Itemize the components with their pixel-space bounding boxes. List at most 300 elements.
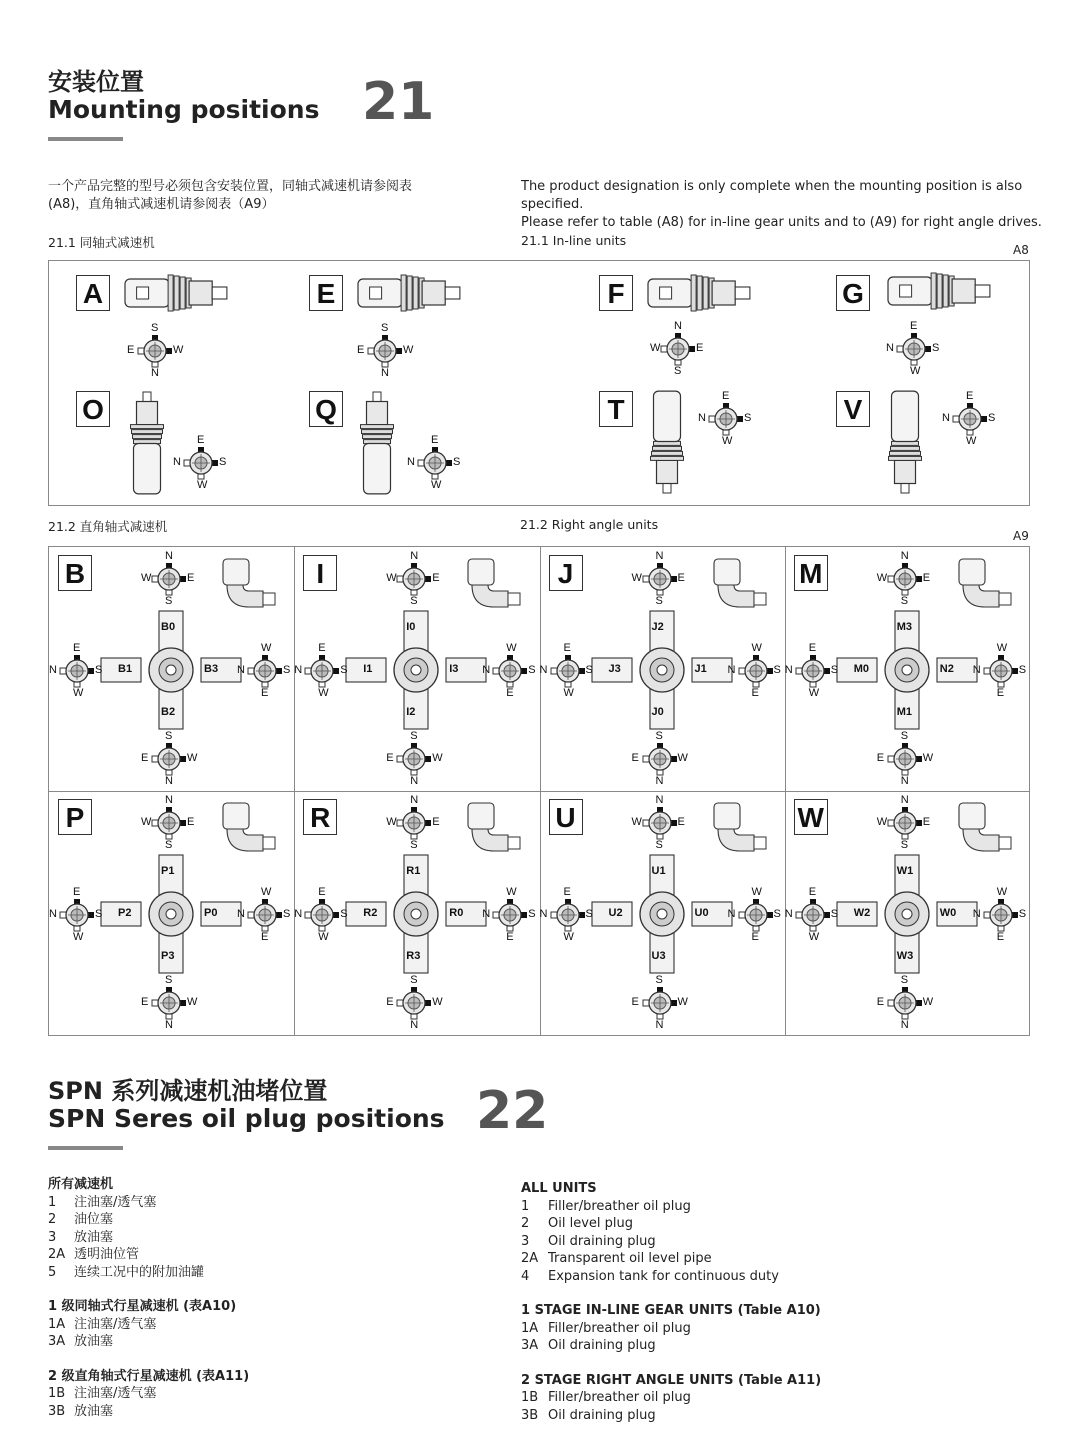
item-text: Oil draining plug [548, 1407, 656, 1423]
subsection-inline-cn: 21.1 同轴式减速机 [48, 235, 155, 250]
mounting-code-label: R0 [449, 907, 464, 919]
compass-direction-label: W [808, 931, 820, 943]
compass-direction-label: S [283, 664, 291, 676]
compass-direction-label: E [808, 642, 817, 654]
compass [773, 887, 853, 943]
compass-direction-label: S [165, 595, 173, 607]
compass-direction-label: E [73, 642, 81, 654]
compass-direction-label: W [318, 931, 329, 943]
compass-direction-label: N [49, 908, 57, 920]
list-item [521, 1268, 1021, 1286]
compass [282, 887, 362, 943]
compass-direction-label: E [141, 996, 149, 1008]
compass-direction-label: N [900, 1019, 909, 1031]
compass [638, 321, 718, 377]
list-item [521, 1407, 1021, 1425]
compass-direction-label: N [151, 367, 159, 379]
compass-direction-label: E [876, 752, 885, 764]
gear-unit-icon [124, 273, 229, 313]
compass-direction-label: S [340, 664, 348, 676]
compass [395, 435, 475, 491]
compass-direction-label: S [585, 664, 593, 676]
title-underline [48, 137, 123, 141]
compass-direction-label: S [1018, 908, 1027, 920]
group-title: ALL UNITS [521, 1181, 597, 1196]
compass-direction-label: N [727, 908, 736, 920]
item-text: 放油塞 [74, 1403, 114, 1419]
right-angle-unit [540, 547, 785, 791]
compass-direction-label: S [830, 664, 839, 676]
mounting-code-label: M0 [853, 663, 870, 675]
right-angle-unit [294, 547, 539, 791]
compass [961, 887, 1041, 943]
compass-direction-label: W [650, 342, 661, 354]
compass-direction-label: W [751, 642, 762, 654]
compass-direction-label: W [432, 752, 443, 764]
compass-direction-label: S [165, 974, 173, 986]
item-number: 3B [521, 1407, 539, 1423]
compass-direction-label: N [410, 775, 419, 787]
compass-direction-label: S [528, 908, 536, 920]
compass-direction-label: E [922, 816, 931, 828]
compass-direction-label: E [696, 342, 704, 354]
mounting-code-label: M1 [896, 706, 913, 718]
compass-direction-label: S [410, 730, 418, 742]
compass-direction-label: S [585, 908, 593, 920]
position-letter: P [58, 799, 92, 835]
mounting-code-label: B2 [161, 706, 176, 718]
compass-direction-label: W [403, 344, 414, 356]
mounting-code-label: W1 [896, 865, 914, 877]
compass-direction-label: N [165, 775, 173, 787]
compass-direction-label: N [165, 1019, 173, 1031]
compass-direction-label: N [173, 456, 181, 468]
compass [345, 323, 425, 379]
item-text: Expansion tank for continuous duty [548, 1268, 779, 1284]
list-item [521, 1250, 1021, 1268]
compass [37, 643, 117, 699]
mounting-code-label: I3 [449, 663, 459, 675]
compass-direction-label: N [165, 550, 173, 562]
compass [374, 975, 454, 1031]
right-angle-unit [785, 547, 1030, 791]
compass-direction-label: E [751, 931, 759, 943]
position-letter: T [599, 391, 633, 427]
compass [115, 323, 195, 379]
compass [620, 975, 700, 1031]
compass-direction-label: W [386, 816, 397, 828]
position-letter: G [836, 275, 870, 311]
compass-direction-label: N [900, 550, 909, 562]
compass-direction-label: S [95, 664, 103, 676]
compass-direction-label: E [677, 816, 685, 828]
compass [930, 391, 1010, 447]
compass-direction-label: N [942, 412, 950, 424]
mounting-code-label: U0 [694, 907, 709, 919]
subsection-rightangle-cn: 21.2 直角轴式减速机 [48, 519, 168, 534]
compass-direction-label: N [655, 794, 664, 806]
list-item [48, 1246, 468, 1264]
compass-direction-label: W [922, 752, 934, 764]
list-item [521, 1233, 1021, 1251]
compass-direction-label: S [988, 412, 996, 424]
compass-direction-label: W [261, 642, 272, 654]
subsection-inline-en: 21.1 In-line units [521, 233, 627, 248]
item-text: 透明油位管 [74, 1247, 140, 1262]
compass-direction-label: E [386, 752, 394, 764]
mounting-code-label: I2 [406, 706, 416, 718]
section-title-cn: 安装位置 [48, 68, 144, 96]
right-angle-units-table [48, 546, 1030, 1036]
item-text: Transparent oil level pipe [548, 1251, 712, 1266]
compass-direction-label: N [49, 664, 57, 676]
compass-direction-label: E [386, 996, 394, 1008]
compass-direction-label: W [431, 479, 442, 491]
item-text: Oil draining plug [548, 1338, 656, 1353]
right-angle-unit [49, 547, 294, 791]
mounting-code-label: R3 [406, 950, 421, 962]
item-number: 1B [521, 1390, 539, 1405]
compass [865, 795, 945, 851]
compass-direction-label: W [677, 752, 688, 764]
compass [865, 975, 945, 1031]
compass-direction-label: E [910, 320, 918, 332]
position-letter: M [794, 555, 828, 591]
compass-direction-label: S [932, 342, 940, 354]
compass-direction-label: N [294, 908, 303, 920]
item-text: Filler/breather oil plug [548, 1390, 691, 1405]
mounting-code-label: W3 [896, 950, 914, 962]
position-letter: V [836, 391, 870, 427]
compass-direction-label: S [900, 730, 909, 742]
compass-direction-label: N [972, 908, 981, 920]
compass-direction-label: E [996, 687, 1005, 699]
compass-direction-label: S [674, 365, 682, 377]
compass-direction-label: N [165, 794, 173, 806]
compass-direction-label: W [966, 435, 977, 447]
compass-direction-label: S [219, 456, 227, 468]
compass-direction-label: S [1018, 664, 1027, 676]
intro-cn-line: (A8)，直角轴式减速机请参阅表（A9） [48, 197, 275, 212]
list-item [48, 1316, 468, 1334]
compass [773, 643, 853, 699]
compass-direction-label: E [432, 572, 440, 584]
compass-direction-label: W [563, 931, 574, 943]
compass-direction-label: W [187, 996, 198, 1008]
compass-direction-label: E [318, 886, 326, 898]
compass-direction-label: E [631, 996, 639, 1008]
compass [129, 795, 209, 851]
list-item [521, 1389, 1021, 1407]
compass-direction-label: E [808, 886, 817, 898]
mounting-code-label: I0 [406, 621, 416, 633]
group-title: 所有减速机 [48, 1177, 114, 1192]
gear-unit-icon [649, 389, 685, 494]
compass [129, 731, 209, 787]
compass-direction-label: N [482, 664, 491, 676]
group-title: 1 STAGE IN-LINE GEAR UNITS (Table A10) [521, 1303, 821, 1318]
mounting-code-label: P3 [161, 950, 175, 962]
oil-plug-list-en [521, 1180, 1021, 1424]
compass-direction-label: E [631, 752, 639, 764]
item-text: 注油塞/透气塞 [74, 1316, 157, 1332]
item-number: 1A [48, 1316, 66, 1332]
list-item [48, 1385, 468, 1403]
mounting-code-label: P1 [161, 865, 175, 877]
compass-direction-label: N [655, 550, 664, 562]
mounting-code-label: R2 [363, 907, 378, 919]
position-letter: W [794, 799, 828, 835]
mounting-code-label: U2 [608, 907, 623, 919]
position-letter: B [58, 555, 92, 591]
section22-underline [48, 1146, 123, 1150]
compass-direction-label: S [528, 664, 536, 676]
compass-direction-label: N [886, 342, 894, 354]
compass-direction-label: N [784, 908, 793, 920]
group-title: 2 STAGE RIGHT ANGLE UNITS (Table A11) [521, 1372, 822, 1388]
compass-direction-label: S [151, 322, 159, 334]
item-number: 1B [48, 1386, 66, 1401]
compass-direction-label: W [261, 886, 272, 898]
compass-direction-label: N [655, 1019, 664, 1031]
item-text: 放油塞 [74, 1334, 114, 1349]
compass-direction-label: E [876, 996, 885, 1008]
item-text: 连续工况中的附加油罐 [74, 1264, 205, 1280]
compass [620, 551, 700, 607]
list-item [48, 1333, 468, 1351]
compass-direction-label: S [655, 730, 663, 742]
gear-unit-icon [129, 391, 165, 496]
compass [528, 643, 608, 699]
gear-unit-icon [357, 273, 462, 313]
compass-direction-label: E [141, 752, 149, 764]
compass-direction-label: E [431, 434, 439, 446]
item-number: 3A [48, 1334, 66, 1349]
right-angle-unit [785, 791, 1030, 1035]
compass [37, 887, 117, 943]
compass [686, 391, 766, 447]
position-letter: E [309, 275, 343, 311]
compass-direction-label: W [386, 572, 397, 584]
compass-direction-label: S [655, 974, 663, 986]
item-text: 注油塞/透气塞 [74, 1386, 157, 1401]
item-number: 2 [521, 1216, 530, 1231]
item-text: Filler/breather oil plug [548, 1198, 691, 1214]
compass-direction-label: N [539, 908, 548, 920]
compass [620, 795, 700, 851]
compass-direction-label: S [410, 595, 418, 607]
right-angle-unit [540, 791, 785, 1035]
mounting-code-label: W0 [939, 907, 957, 919]
compass-direction-label: W [187, 752, 198, 764]
compass-direction-label: W [722, 435, 733, 447]
compass-direction-label: W [173, 344, 184, 356]
position-letter: I [303, 555, 337, 591]
compass-direction-label: S [744, 412, 752, 424]
list-item [521, 1215, 1021, 1233]
compass-direction-label: E [318, 642, 326, 654]
compass-direction-label: N [407, 456, 415, 468]
list-item [48, 1194, 468, 1212]
item-text: 油位塞 [74, 1212, 114, 1227]
compass-direction-label: W [996, 886, 1008, 898]
compass [865, 551, 945, 607]
item-number: 3B [48, 1403, 66, 1419]
compass-direction-label: W [996, 642, 1008, 654]
section22-title-cn: SPN 系列减速机油堵位置 [48, 1077, 328, 1105]
right-angle-unit [294, 791, 539, 1035]
compass-direction-label: W [197, 479, 208, 491]
compass-direction-label: N [294, 664, 303, 676]
mounting-code-label: P0 [204, 907, 218, 919]
position-letter: R [303, 799, 337, 835]
section22-number: 22 [476, 1081, 549, 1141]
compass-direction-label: S [410, 839, 418, 851]
item-number: 3 [48, 1229, 57, 1245]
intro-en [521, 178, 1080, 232]
right-angle-unit [49, 791, 294, 1035]
mounting-code-label: U3 [651, 950, 666, 962]
item-number: 4 [521, 1268, 530, 1284]
compass-direction-label: S [773, 908, 781, 920]
mounting-code-label: W2 [853, 907, 871, 919]
compass [129, 551, 209, 607]
compass [282, 643, 362, 699]
list-item [521, 1198, 1021, 1216]
compass-direction-label: S [283, 908, 291, 920]
compass-direction-label: W [631, 816, 642, 828]
mounting-code-label: I1 [363, 663, 373, 675]
compass-direction-label: W [910, 365, 921, 377]
item-number: 2A [521, 1251, 539, 1266]
compass-direction-label: E [187, 572, 195, 584]
compass-direction-label: E [996, 931, 1005, 943]
compass-direction-label: W [141, 816, 152, 828]
compass-direction-label: E [187, 816, 195, 828]
compass [620, 731, 700, 787]
item-text: 注油塞/透气塞 [74, 1194, 157, 1210]
compass-direction-label: E [506, 931, 514, 943]
section-title-en: Mounting positions [48, 95, 320, 124]
compass-direction-label: S [453, 456, 461, 468]
list-item [48, 1211, 468, 1229]
group-title: 2 级直角轴式行星减速机 (表A11) [48, 1368, 250, 1384]
position-letter: Q [309, 391, 343, 427]
compass-direction-label: N [482, 908, 491, 920]
position-letter: F [599, 275, 633, 311]
list-item [48, 1264, 468, 1282]
position-letter: O [76, 391, 110, 427]
item-number: 2A [48, 1247, 66, 1262]
compass [129, 975, 209, 1031]
compass-direction-label: N [539, 664, 548, 676]
compass-direction-label: W [751, 886, 762, 898]
compass-direction-label: E [751, 687, 759, 699]
list-item [521, 1337, 1021, 1355]
mounting-code-label: J0 [651, 706, 664, 718]
compass-direction-label: N [410, 1019, 419, 1031]
item-text: Oil draining plug [548, 1233, 656, 1249]
mounting-code-label: J3 [608, 663, 621, 675]
compass-direction-label: W [876, 816, 888, 828]
compass [374, 551, 454, 607]
list-item [48, 1403, 468, 1421]
compass-direction-label: N [655, 775, 664, 787]
compass-direction-label: W [506, 642, 517, 654]
mounting-code-label: B3 [204, 663, 219, 675]
table-ref-a8: A8 [1013, 243, 1029, 257]
compass-direction-label: S [381, 322, 389, 334]
compass [874, 321, 954, 377]
compass [865, 731, 945, 787]
compass-direction-label: E [127, 344, 135, 356]
compass-direction-label: E [357, 344, 365, 356]
compass-direction-label: E [563, 886, 571, 898]
intro-cn-line: 一个产品完整的型号必须包含安装位置，同轴式减速机请参阅表 [48, 179, 413, 194]
compass-direction-label: S [830, 908, 839, 920]
section-number: 21 [362, 72, 435, 132]
compass-direction-label: S [95, 908, 103, 920]
compass-direction-label: W [876, 572, 888, 584]
compass [161, 435, 241, 491]
compass-direction-label: E [966, 390, 974, 402]
position-letter: J [549, 555, 583, 591]
compass-direction-label: W [563, 687, 574, 699]
gear-unit-icon [359, 391, 395, 496]
item-number: 3A [521, 1338, 539, 1353]
item-number: 1 [521, 1198, 530, 1214]
item-number: 2 [48, 1212, 57, 1227]
compass-direction-label: N [784, 664, 793, 676]
section22-title-en: SPN Seres oil plug positions [48, 1104, 445, 1133]
group-title: 1 级同轴式行星减速机 (表A10) [48, 1299, 237, 1314]
mounting-code-label: B0 [161, 621, 176, 633]
gear-unit-icon [887, 271, 992, 311]
compass [528, 887, 608, 943]
item-text: 放油塞 [74, 1229, 114, 1245]
compass-direction-label: W [506, 886, 517, 898]
compass [961, 643, 1041, 699]
compass-direction-label: W [922, 996, 934, 1008]
mounting-code-label: J2 [651, 621, 664, 633]
compass-direction-label: W [808, 687, 820, 699]
mounting-code-label: J1 [694, 663, 707, 675]
compass-direction-label: S [410, 974, 418, 986]
gear-unit-icon [887, 389, 923, 494]
inline-units-table [48, 260, 1030, 506]
compass-direction-label: E [73, 886, 81, 898]
compass-direction-label: S [773, 664, 781, 676]
compass-direction-label: E [261, 931, 269, 943]
compass-direction-label: S [900, 595, 909, 607]
item-text: Filler/breather oil plug [548, 1320, 691, 1336]
intro-en-line: The product designation is only complete when the mounting position is also specified. [521, 179, 1023, 212]
compass-direction-label: S [900, 974, 909, 986]
compass-direction-label: N [237, 908, 245, 920]
compass-direction-label: N [900, 794, 909, 806]
compass [374, 731, 454, 787]
compass-direction-label: N [410, 550, 419, 562]
item-number: 3 [521, 1233, 530, 1249]
oil-plug-list-cn [48, 1176, 468, 1420]
mounting-code-label: N2 [939, 663, 954, 675]
compass-direction-label: N [410, 794, 419, 806]
gear-unit-icon [647, 273, 752, 313]
compass-direction-label: E [506, 687, 514, 699]
compass-direction-label: N [674, 320, 682, 332]
mounting-code-label: U1 [651, 865, 666, 877]
compass-direction-label: W [73, 931, 84, 943]
